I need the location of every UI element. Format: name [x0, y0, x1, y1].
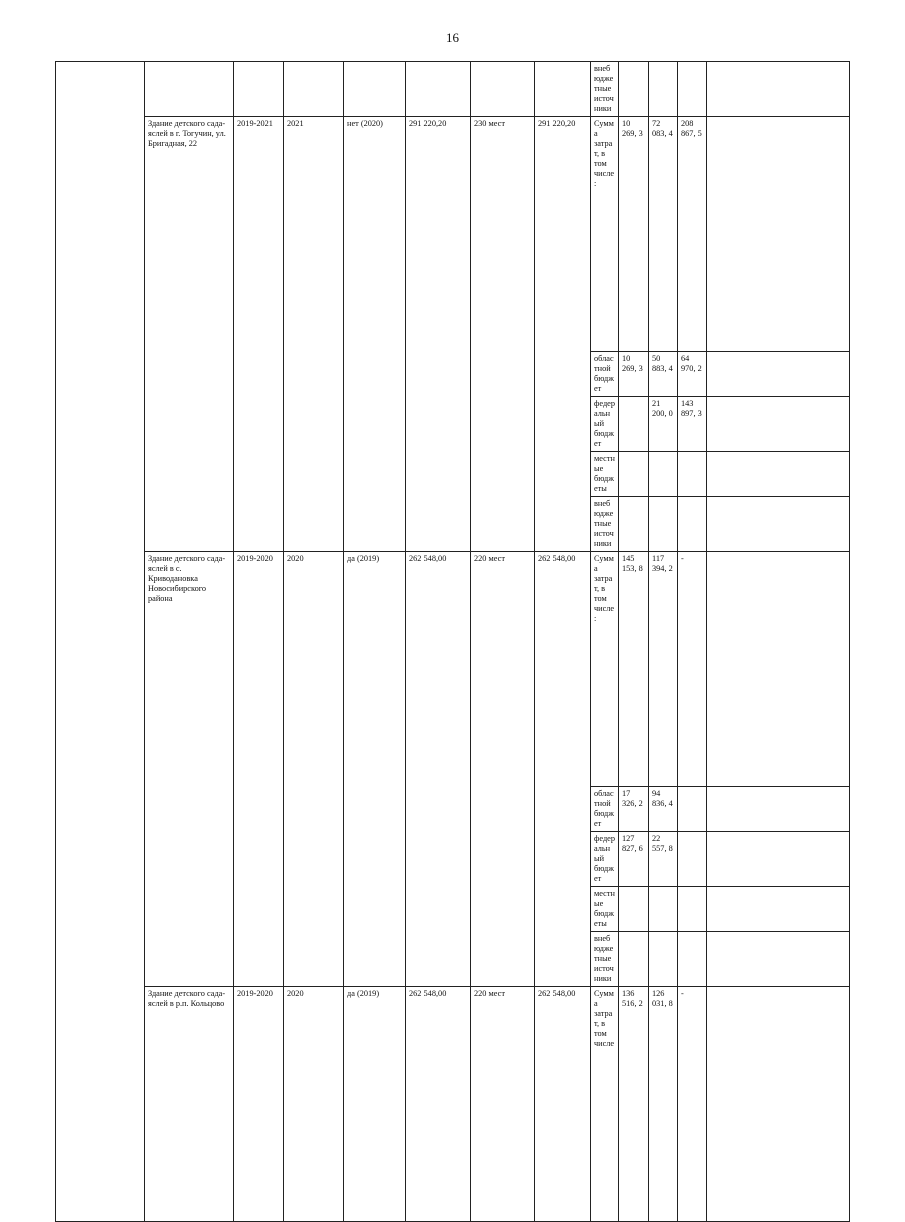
object-name: Здание детского сада-яслей в р.п. Кольцово [145, 987, 234, 1222]
investment-objects-table [55, 61, 850, 1222]
funding-value: - [678, 552, 707, 787]
funding-source-label: местные бюджеты [591, 887, 619, 932]
funding-value [619, 887, 649, 932]
object-capacity: 230 мест [471, 117, 535, 552]
funding-value [678, 932, 707, 987]
funding-value: 143 897, 3 [678, 397, 707, 452]
object-remaining-cost: 262 548,00 [535, 987, 591, 1222]
funding-value [649, 887, 678, 932]
object-row [56, 987, 850, 1222]
object-years: 2019-2021 [234, 117, 284, 552]
object-completion-year: 2021 [284, 117, 344, 552]
funding-source-label: внебюдже тные источники [591, 932, 619, 987]
funding-value: - [678, 987, 707, 1222]
funding-value [619, 397, 649, 452]
carryover-row [56, 62, 850, 117]
funding-value [678, 497, 707, 552]
object-remaining-cost: 291 220,20 [535, 117, 591, 552]
page-number: 16 [446, 30, 459, 45]
funding-source-label: областной бюджет [591, 352, 619, 397]
funding-value: 208 867, 5 [678, 117, 707, 352]
object-years: 2019-2020 [234, 987, 284, 1222]
funding-value: 50 883, 4 [649, 352, 678, 397]
funding-source-label: внебюдже тные источники [591, 497, 619, 552]
funding-value: 136 516, 2 [619, 987, 649, 1222]
funding-value [678, 452, 707, 497]
object-design-docs: нет (2020) [344, 117, 406, 552]
funding-value: 117 394, 2 [649, 552, 678, 787]
funding-source-label: внебюдже тные источники [591, 62, 619, 117]
funding-value: 72 083, 4 [649, 117, 678, 352]
funding-value: 127 827, 6 [619, 832, 649, 887]
object-row [56, 552, 850, 787]
funding-value: 10 269, 3 [619, 117, 649, 352]
funding-source-label: местные бюджеты [591, 452, 619, 497]
funding-value: 126 031, 8 [649, 987, 678, 1222]
funding-value: 17 326, 2 [619, 787, 649, 832]
funding-value [649, 452, 678, 497]
object-name: Здание детского сада-яслей в с. Криводановка Новосибирского района [145, 552, 234, 987]
object-remaining-cost: 262 548,00 [535, 552, 591, 987]
object-name: Здание детского сада-яслей в г. Тогучин, ул. Бригадная, 22 [145, 117, 234, 552]
object-completion-year: 2020 [284, 552, 344, 987]
funding-value [649, 932, 678, 987]
object-capacity: 220 мест [471, 987, 535, 1222]
funding-source-label: федеральн ый бюджет [591, 832, 619, 887]
object-cost: 262 548,00 [406, 552, 471, 987]
object-completion-year: 2020 [284, 987, 344, 1222]
funding-value [678, 787, 707, 832]
object-cost: 262 548,00 [406, 987, 471, 1222]
object-years: 2019-2020 [234, 552, 284, 987]
funding-value [649, 497, 678, 552]
funding-value: 21 200, 0 [649, 397, 678, 452]
funding-value [619, 497, 649, 552]
funding-value [678, 832, 707, 887]
object-row [56, 117, 850, 352]
funding-value: 22 557, 8 [649, 832, 678, 887]
section-column-cell [56, 62, 145, 1222]
funding-source-label: федеральн ый бюджет [591, 397, 619, 452]
funding-source-label: областной бюджет [591, 787, 619, 832]
funding-value [619, 452, 649, 497]
funding-value: 10 269, 3 [619, 352, 649, 397]
object-design-docs: да (2019) [344, 552, 406, 987]
funding-value: 94 836, 4 [649, 787, 678, 832]
funding-source-label: Сумма затрат, в том числе: [591, 117, 619, 352]
object-cost: 291 220,20 [406, 117, 471, 552]
funding-value: 145 153, 8 [619, 552, 649, 787]
funding-value: 64 970, 2 [678, 352, 707, 397]
funding-value [619, 932, 649, 987]
object-capacity: 220 мест [471, 552, 535, 987]
object-design-docs: да (2019) [344, 987, 406, 1222]
funding-source-label: Сумма затрат, в том числе: [591, 552, 619, 787]
funding-source-label: Сумма затрат, в том числе [591, 987, 619, 1222]
funding-value [678, 887, 707, 932]
